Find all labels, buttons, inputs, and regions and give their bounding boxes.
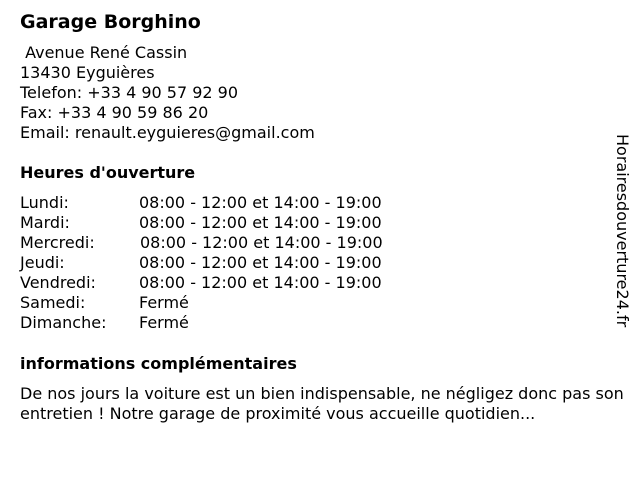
day-label: Samedi: <box>20 293 86 312</box>
site-watermark: Horairesdouverture24.fr <box>613 134 632 328</box>
day-time: 08:00 - 12:00 et 14:00 - 19:00 <box>139 273 382 292</box>
day-time: 08:00 - 12:00 et 14:00 - 19:00 <box>139 193 382 212</box>
address-line: Avenue René Cassin <box>20 43 188 62</box>
phone-line: Telefon: +33 4 90 57 92 90 <box>20 83 239 102</box>
day-label: Mardi: <box>20 213 70 232</box>
day-time: 08:00 - 12:00 et 14:00 - 19:00 <box>139 213 382 232</box>
day-time: Fermé <box>139 293 189 312</box>
day-label: Vendredi: <box>20 273 96 292</box>
contact-block <box>20 43 315 143</box>
info-heading: informations complémentaires <box>20 354 297 373</box>
email-line: Email: renault.eyguieres@gmail.com <box>20 123 315 142</box>
city-line: 13430 Eyguières <box>20 63 155 82</box>
day-label: Dimanche: <box>20 313 107 332</box>
day-label: Jeudi: <box>20 253 65 272</box>
hours-heading: Heures d'ouverture <box>20 163 196 182</box>
day-time: 08:00 - 12:00 et 14:00 - 19:00 <box>139 253 382 272</box>
day-label: Lundi: <box>20 193 69 212</box>
description-text: De nos jours la voiture est un bien indispensable, ne négligez donc pas son entretien ! Notre garage de proximité vous accueille quotidien... <box>20 384 624 423</box>
day-label: Mercredi: <box>20 233 95 252</box>
fax-line: Fax: +33 4 90 59 86 20 <box>20 103 209 122</box>
day-time: Fermé <box>139 313 189 332</box>
day-time: 08:00 - 12:00 et 14:00 - 19:00 <box>140 233 383 252</box>
business-name: Garage Borghino <box>20 11 201 33</box>
